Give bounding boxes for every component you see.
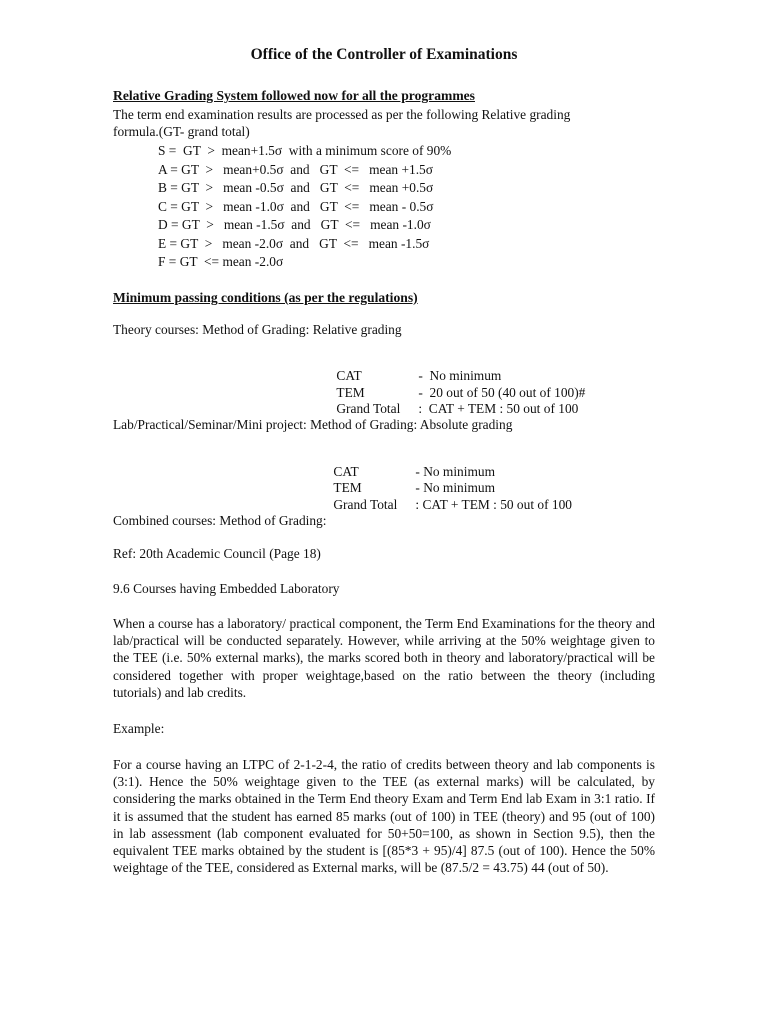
theory-row-name: TEM [336, 385, 365, 400]
theory-row-name: Grand Total [336, 401, 401, 416]
example-label: Example: [113, 721, 165, 736]
grade-rule-a: A = GT > mean+0.5σ and GT <= mean +1.5σ [158, 162, 433, 177]
intro-text-line-1: The term end examination results are processed as per the following Relative grading [113, 107, 571, 122]
lab-row-value: - No minimum [415, 480, 495, 495]
example-paragraph: For a course having an LTPC of 2-1-2-4, the ratio of credits between theory and lab components is (3:1). Hence the 50% weightage given to the TEE (as external marks) will be calculated, by considering the marks obtained in the Term End theory Exam and Term End lab Exam in 3:1 ratio. If it is assumed that the student has earned 85 marks (out of 100) in TEE (theory) and 95 (out of 100) in lab assessment (lab component evaluated for 50+50=100, as shown in Section 9.5), then the equivalent TEE marks obtained by the student is [(85*3 + 95)/4] 87.5 (out of 100). Hence the 50% weightage of the TEE, considered as External marks, will be (87.5/2 = 43.75) 44 (out of 50). [113, 757, 655, 876]
intro-text-line-2: formula.(GT- grand total) [113, 124, 250, 139]
theory-courses-label: Theory courses: Method of Grading: Relative grading [113, 322, 402, 337]
grade-rule-s: S = GT > mean+1.5σ with a minimum score of 90% [158, 143, 452, 158]
grade-rule-f: F = GT <= mean -2.0σ [158, 254, 284, 269]
lab-row-name: CAT [333, 464, 359, 479]
grade-rule-e: E = GT > mean -2.0σ and GT <= mean -1.5σ [158, 236, 430, 251]
theory-row-value: - 20 out of 50 (40 out of 100)# [418, 385, 586, 400]
relative-grading-heading: Relative Grading System followed now for all the programmes [113, 88, 475, 103]
lab-row-name: Grand Total [333, 497, 398, 512]
lab-row-grand-total [320, 481, 572, 529]
page-title: Office of the Controller of Examinations [250, 46, 518, 63]
embedded-lab-paragraph: When a course has a laboratory/ practical component, the Term End Examinations for the theory and lab/practical will be conducted separately. However, while arriving at the 50% weightage given to the TEE (i.e. 50% external marks), the marks scored both in theory and laboratory/practical will be considered together with proper weightage,based on the ratio between the theory (including tutorials) and lab credits. [113, 616, 655, 700]
lab-row-value: - No minimum [415, 464, 495, 479]
lab-row-name: TEM [333, 480, 362, 495]
lab-courses-label: Lab/Practical/Seminar/Mini project: Method of Grading: Absolute grading [113, 417, 513, 432]
theory-row-value: : CAT + TEM : 50 out of 100 [418, 401, 579, 416]
minimum-passing-heading: Minimum passing conditions (as per the regulations) [113, 290, 418, 305]
grade-rule-b: B = GT > mean -0.5σ and GT <= mean +0.5σ [158, 180, 434, 195]
grade-rule-d: D = GT > mean -1.5σ and GT <= mean -1.0σ [158, 217, 431, 232]
grade-rule-c: C = GT > mean -1.0σ and GT <= mean - 0.5σ [158, 199, 434, 214]
combined-courses-label: Combined courses: Method of Grading: [113, 513, 327, 528]
theory-row-value: - No minimum [418, 368, 502, 383]
theory-row-name: CAT [336, 368, 362, 383]
reference-line: Ref: 20th Academic Council (Page 18) [113, 546, 321, 561]
section-heading: 9.6 Courses having Embedded Laboratory [113, 581, 340, 596]
lab-row-value: : CAT + TEM : 50 out of 100 [415, 497, 572, 512]
